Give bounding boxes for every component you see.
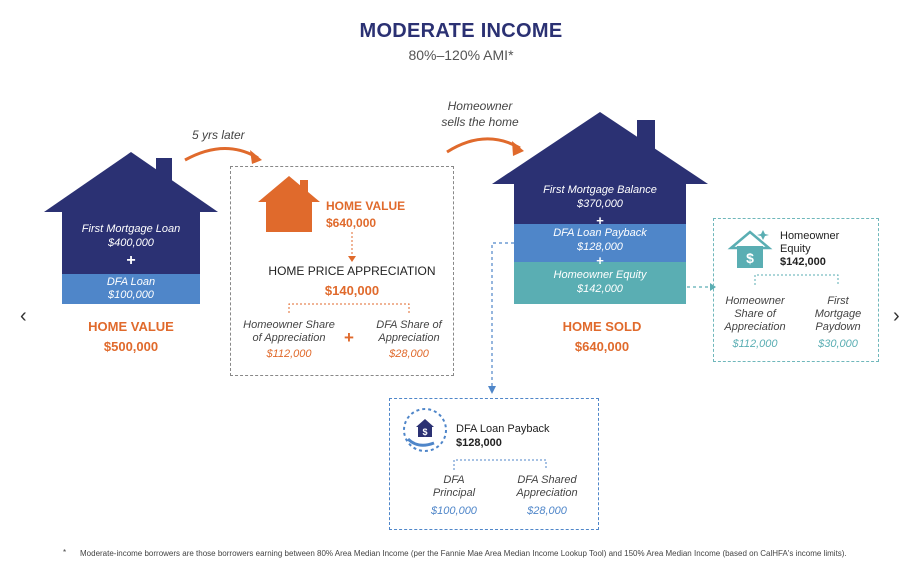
footnote-text: Moderate-income borrowers are those borrowers earning between 80% Area Median Income (per the Fannie Mae Area Median Income Lookup Tool) and 150% Area Median Income (based on CalHFA's income limits). (80, 549, 847, 558)
svg-text:$: $ (422, 427, 428, 437)
house-sold: First Mortgage Balance $370,000 + DFA Loan Payback $128,000 + Homeowner Equity $142,000 (492, 110, 708, 306)
home-sold-caption: HOME SOLD $640,000 (562, 319, 642, 354)
page-subtitle: 80%–120% AMI* (408, 47, 514, 63)
footnote-marker: * (63, 548, 67, 557)
dollar-hand-icon (400, 405, 450, 455)
five-years-label: 5 yrs later (192, 128, 245, 142)
prev-arrow-icon[interactable]: ‹ (20, 305, 27, 327)
house-dollar-icon (727, 226, 773, 270)
next-arrow-icon[interactable]: › (893, 305, 900, 327)
page-title: MODERATE INCOME (359, 20, 563, 42)
svg-text:$: $ (746, 250, 754, 266)
house-icon (258, 176, 320, 234)
sells-label: Homeowner sells the home (441, 99, 519, 129)
house-starting: First Mortgage Loan $400,000 + DFA Loan $100,000 (44, 150, 218, 305)
home-value-caption: HOME VALUE $500,000 (88, 319, 174, 354)
